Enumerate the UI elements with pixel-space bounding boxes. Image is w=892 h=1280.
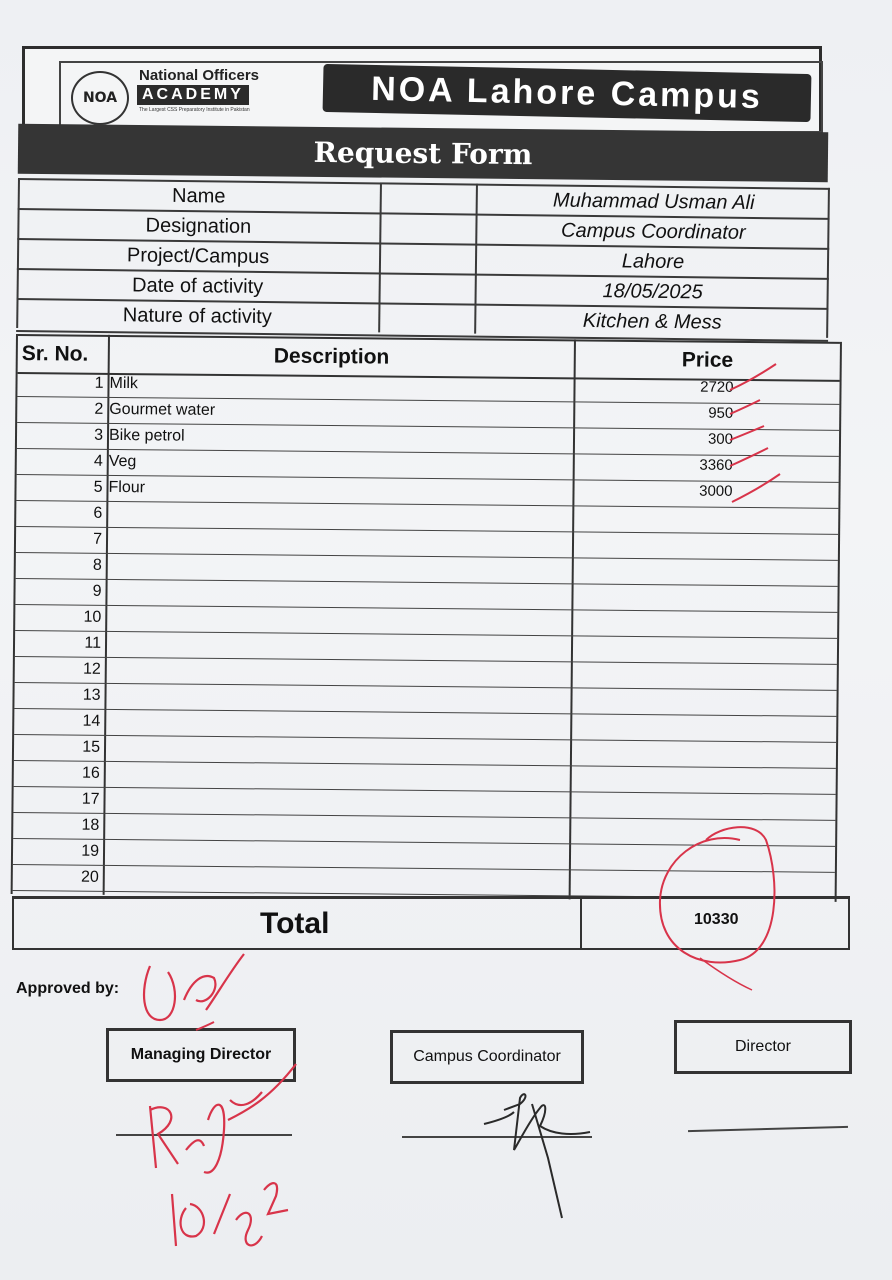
row-number: 8 [92, 556, 102, 574]
campus-title: NOA Lahore Campus [323, 64, 812, 122]
row-number: 19 [81, 842, 100, 860]
row-number: 18 [81, 816, 100, 834]
header-description: Description [273, 344, 390, 369]
row-number: 7 [93, 530, 103, 548]
row-number: 16 [81, 764, 100, 782]
circle-mark-icon [660, 827, 775, 962]
row-price: 3360 [699, 456, 733, 474]
tick-mark-icon [730, 400, 760, 414]
header-sr-no: Sr. No. [21, 342, 89, 366]
info-label: Date of activity [131, 274, 264, 299]
managing-director-label: Managing Director [130, 1046, 272, 1063]
campus-coordinator-label: Campus Coordinator [413, 1048, 561, 1065]
row-number: 1 [94, 374, 104, 392]
handwritten-date-icon [172, 1183, 288, 1246]
info-value: Kitchen & Mess [582, 309, 722, 334]
info-label: Nature of activity [122, 304, 272, 329]
total-label: Total [260, 907, 330, 940]
row-description: Flour [108, 478, 146, 497]
info-label: Project/Campus [126, 244, 270, 269]
info-value: Campus Coordinator [560, 219, 746, 244]
logo-line1: National Officers [139, 67, 260, 84]
total-value: 10330 [694, 911, 739, 928]
tick-mark-icon [730, 426, 764, 440]
approved-by-label: Approved by: [16, 980, 120, 997]
row-number: 17 [81, 790, 100, 808]
info-value: Muhammad Usman Ali [552, 189, 755, 214]
pen-stroke-icon [196, 1022, 214, 1030]
row-price: 950 [708, 404, 734, 422]
director-label: Director [734, 1038, 791, 1055]
row-description: Gourmet water [109, 400, 216, 419]
row-number: 14 [82, 712, 101, 730]
row-number: 11 [84, 634, 102, 652]
noa-logo-icon: NOA [71, 71, 129, 125]
signature-icon [144, 954, 244, 1020]
info-value: Lahore [621, 250, 685, 274]
row-number: 3 [94, 426, 104, 444]
tick-mark-icon [730, 448, 768, 466]
row-number: 20 [80, 868, 99, 886]
logo-line2: ACADEMY [137, 85, 249, 105]
row-description: Milk [109, 374, 139, 393]
signature-icon [150, 1064, 296, 1173]
tick-mark-icon [730, 364, 776, 390]
row-description: Veg [108, 452, 137, 471]
row-price: 3000 [699, 482, 733, 500]
row-description: Bike petrol [108, 426, 185, 445]
logo-tagline: The Largest CSS Preparatory Institute in Pakistan [139, 107, 250, 113]
row-number: 15 [82, 738, 101, 756]
row-number: 5 [93, 478, 103, 496]
row-number: 12 [82, 660, 101, 678]
tick-mark-icon [732, 474, 780, 502]
row-number: 10 [83, 608, 102, 626]
row-number: 13 [82, 686, 101, 704]
info-value: 18/05/2025 [602, 280, 703, 304]
signature-icon [484, 1094, 590, 1218]
header-price: Price [681, 348, 734, 372]
form-title: Request Form [18, 124, 828, 182]
row-number: 6 [93, 504, 103, 522]
row-number: 4 [93, 452, 103, 470]
row-price: 2720 [700, 378, 734, 396]
row-price: 300 [707, 430, 734, 448]
row-number: 2 [94, 400, 104, 418]
row-number: 9 [92, 582, 102, 600]
info-label: Designation [145, 214, 252, 238]
info-label: Name [171, 184, 226, 208]
